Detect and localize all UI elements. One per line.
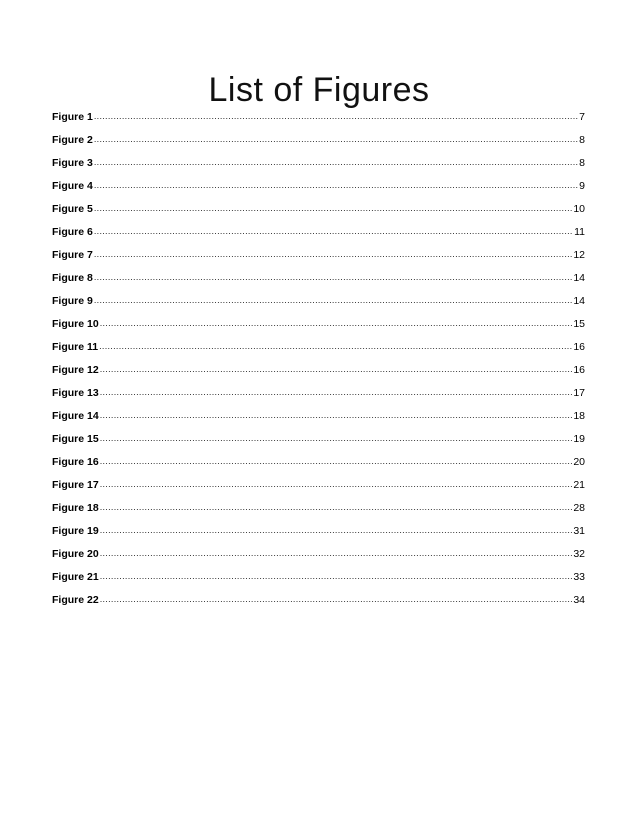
toc-entry-page-number: 8 xyxy=(579,157,585,169)
list-of-figures xyxy=(52,109,585,615)
dot-leader xyxy=(94,269,572,286)
toc-entry-label: Figure 4 xyxy=(52,180,93,192)
toc-entry-label: Figure 22 xyxy=(52,594,99,606)
dot-leader xyxy=(100,384,573,401)
toc-entry[interactable] xyxy=(52,201,585,224)
toc-entry-page-number: 32 xyxy=(573,548,585,560)
toc-entry[interactable] xyxy=(52,454,585,477)
toc-entry-label: Figure 3 xyxy=(52,157,93,169)
toc-entry[interactable] xyxy=(52,109,585,132)
toc-entry[interactable] xyxy=(52,500,585,523)
toc-entry-label: Figure 13 xyxy=(52,387,99,399)
dot-leader xyxy=(100,315,573,332)
toc-entry[interactable] xyxy=(52,592,585,615)
toc-entry-page-number: 18 xyxy=(573,410,585,422)
toc-entry-label: Figure 15 xyxy=(52,433,99,445)
toc-entry-label: Figure 5 xyxy=(52,203,93,215)
dot-leader xyxy=(94,292,572,309)
toc-entry-page-number: 10 xyxy=(573,203,585,215)
toc-entry-page-number: 20 xyxy=(573,456,585,468)
toc-entry-label: Figure 21 xyxy=(52,571,99,583)
toc-entry-page-number: 7 xyxy=(579,111,585,123)
toc-entry-label: Figure 1 xyxy=(52,111,93,123)
toc-entry-label: Figure 19 xyxy=(52,525,99,537)
dot-leader xyxy=(94,177,578,194)
toc-entry-label: Figure 14 xyxy=(52,410,99,422)
toc-entry-page-number: 8 xyxy=(579,134,585,146)
dot-leader xyxy=(100,361,573,378)
toc-entry-page-number: 28 xyxy=(573,502,585,514)
dot-leader xyxy=(94,200,572,217)
toc-entry[interactable] xyxy=(52,270,585,293)
toc-entry[interactable] xyxy=(52,523,585,546)
toc-entry[interactable] xyxy=(52,431,585,454)
toc-entry-page-number: 12 xyxy=(573,249,585,261)
toc-entry[interactable] xyxy=(52,339,585,362)
toc-entry[interactable] xyxy=(52,408,585,431)
toc-entry-page-number: 15 xyxy=(573,318,585,330)
toc-entry-page-number: 17 xyxy=(573,387,585,399)
toc-entry-page-number: 31 xyxy=(573,525,585,537)
toc-entry[interactable] xyxy=(52,569,585,592)
dot-leader xyxy=(100,499,573,516)
dot-leader xyxy=(94,131,578,148)
toc-entry[interactable] xyxy=(52,293,585,316)
toc-entry[interactable] xyxy=(52,362,585,385)
dot-leader xyxy=(100,407,573,424)
dot-leader xyxy=(100,476,573,493)
dot-leader xyxy=(94,108,578,125)
dot-leader xyxy=(100,545,573,562)
page-title: List of Figures xyxy=(208,70,430,109)
toc-entry-page-number: 14 xyxy=(573,272,585,284)
toc-entry-label: Figure 6 xyxy=(52,226,93,238)
dot-leader xyxy=(100,591,573,608)
toc-entry-page-number: 16 xyxy=(573,364,585,376)
toc-entry-label: Figure 11 xyxy=(52,341,99,353)
toc-entry-label: Figure 18 xyxy=(52,502,99,514)
dot-leader xyxy=(100,430,573,447)
toc-entry-page-number: 19 xyxy=(573,433,585,445)
dot-leader xyxy=(94,246,572,263)
toc-entry[interactable] xyxy=(52,155,585,178)
toc-entry-page-number: 9 xyxy=(579,180,585,192)
toc-entry[interactable] xyxy=(52,247,585,270)
toc-entry-page-number: 21 xyxy=(573,479,585,491)
toc-entry[interactable] xyxy=(52,132,585,155)
toc-entry-label: Figure 12 xyxy=(52,364,99,376)
toc-entry-page-number: 11 xyxy=(574,226,585,238)
dot-leader xyxy=(100,568,573,585)
dot-leader xyxy=(99,338,572,355)
dot-leader xyxy=(94,223,573,240)
toc-entry-label: Figure 7 xyxy=(52,249,93,261)
toc-entry[interactable] xyxy=(52,316,585,339)
toc-entry-label: Figure 16 xyxy=(52,456,99,468)
toc-entry[interactable] xyxy=(52,477,585,500)
dot-leader xyxy=(100,453,573,470)
toc-entry[interactable] xyxy=(52,385,585,408)
toc-entry[interactable] xyxy=(52,224,585,247)
toc-entry-label: Figure 17 xyxy=(52,479,99,491)
toc-entry-page-number: 34 xyxy=(573,594,585,606)
toc-entry-page-number: 16 xyxy=(573,341,585,353)
toc-entry[interactable] xyxy=(52,546,585,569)
dot-leader xyxy=(94,154,578,171)
toc-entry-page-number: 14 xyxy=(573,295,585,307)
dot-leader xyxy=(100,522,573,539)
toc-entry-label: Figure 10 xyxy=(52,318,99,330)
toc-entry-label: Figure 8 xyxy=(52,272,93,284)
toc-entry-label: Figure 2 xyxy=(52,134,93,146)
toc-entry-label: Figure 20 xyxy=(52,548,99,560)
toc-entry-page-number: 33 xyxy=(573,571,585,583)
toc-entry[interactable] xyxy=(52,178,585,201)
toc-entry-label: Figure 9 xyxy=(52,295,93,307)
